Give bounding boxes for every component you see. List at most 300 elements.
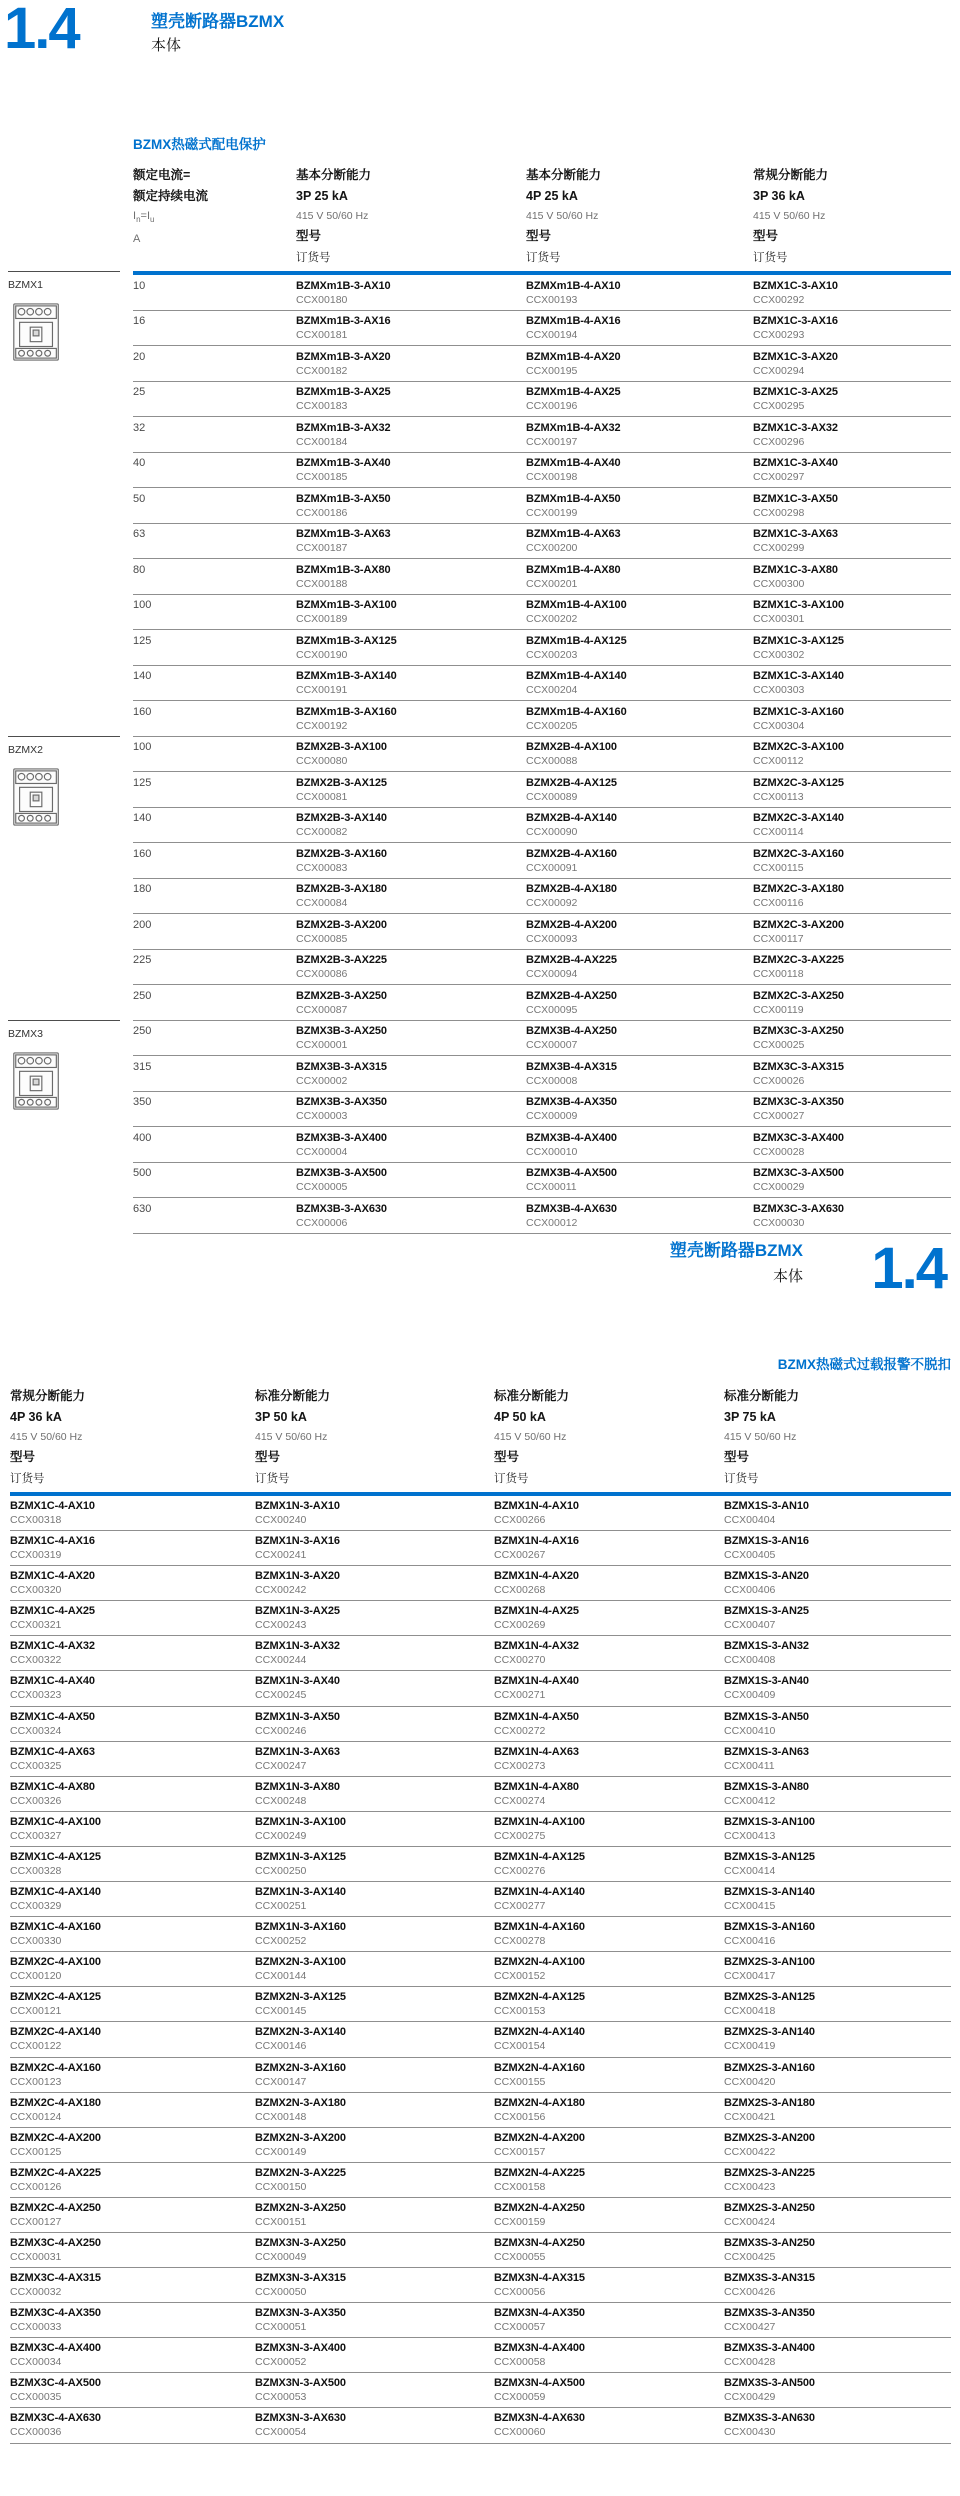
model-number: BZMX1C-4-AX125 xyxy=(10,1850,101,1863)
table-row xyxy=(133,737,951,773)
model-number: BZMX1C-4-AX160 xyxy=(10,1921,101,1934)
model-number: BZMX2B-3-AX140 xyxy=(296,812,387,824)
product-cell xyxy=(753,705,951,736)
model-number: BZMX3B-4-AX630 xyxy=(526,1202,617,1215)
rated-current-value: 16 xyxy=(133,315,146,327)
model-number: BZMX3C-3-AX250 xyxy=(753,1025,844,1037)
model-number: BZMX3N-4-AX250 xyxy=(494,2236,585,2249)
table-row xyxy=(10,1496,951,1531)
order-number: CCX00204 xyxy=(526,684,578,696)
sidebar-rule xyxy=(8,271,120,272)
model-number: BZMX2B-4-AX225 xyxy=(526,954,617,966)
order-number: CCX00156 xyxy=(494,2110,546,2123)
model-number: BZMX2S-3-AN125 xyxy=(724,1991,815,2004)
in-iu-formula: $I_n=I_u$ xyxy=(133,210,155,225)
rated-current-value: 25 xyxy=(133,386,146,398)
order-number: CCX00410 xyxy=(724,1724,776,1737)
model-number: BZMXm1B-3-AX20 xyxy=(296,350,391,363)
order-number: CCX00011 xyxy=(526,1181,577,1193)
rated-current-value: 350 xyxy=(133,1096,152,1108)
model-number: BZMX1N-3-AX25 xyxy=(255,1605,340,1618)
model-number: BZMX3N-4-AX400 xyxy=(494,2342,585,2355)
model-number: BZMX1N-3-AX160 xyxy=(255,1921,346,1934)
product-cell xyxy=(724,2025,951,2056)
order-number: CCX00180 xyxy=(296,293,348,306)
order-number: CCX00034 xyxy=(10,2356,62,2369)
model-number: BZMX2N-4-AX160 xyxy=(494,2061,585,2074)
model-number: BZMX2N-4-AX200 xyxy=(494,2131,585,2144)
product-cell xyxy=(10,1885,255,1916)
model-number: BZMXm1B-3-AX80 xyxy=(296,563,391,576)
product-cell xyxy=(526,421,753,452)
model-number: BZMX1C-3-AX10 xyxy=(753,279,838,292)
order-number: CCX00086 xyxy=(296,968,348,980)
order-number: CCX00191 xyxy=(296,684,348,696)
model-number: BZMX1C-4-AX80 xyxy=(10,1780,95,1793)
order-number: CCX00429 xyxy=(724,2391,776,2404)
model-number: BZMX1N-4-AX63 xyxy=(494,1745,579,1758)
product-cell xyxy=(526,1024,753,1055)
order-number: CCX00112 xyxy=(753,755,804,767)
product-cell xyxy=(494,1815,724,1846)
model-number: BZMXm1B-4-AX20 xyxy=(526,350,621,363)
model-number: BZMX2S-3-AN140 xyxy=(724,2026,815,2039)
product-cell xyxy=(296,634,526,665)
model-number: BZMX2S-3-AN180 xyxy=(724,2096,815,2109)
product-cell xyxy=(296,350,526,381)
order-number: CCX00120 xyxy=(10,1970,62,1983)
order-number: CCX00329 xyxy=(10,1900,62,1913)
model-number: BZMX1C-3-AX160 xyxy=(753,705,844,718)
order-number: CCX00304 xyxy=(753,719,805,732)
order-number: CCX00277 xyxy=(494,1900,546,1913)
model-number: BZMX3S-3-AN250 xyxy=(724,2236,815,2249)
order-number: CCX00146 xyxy=(255,2040,307,2053)
order-number: CCX00035 xyxy=(10,2391,62,2404)
product-cell xyxy=(526,314,753,345)
product-cell xyxy=(753,421,951,452)
order-number: CCX00153 xyxy=(494,2005,546,2018)
order-number: CCX00250 xyxy=(255,1864,307,1877)
sidebar-group-label: BZMX3 xyxy=(8,1028,44,1040)
model-number: BZMX1N-4-AX140 xyxy=(494,1886,585,1899)
table-row xyxy=(133,950,951,986)
model-number: BZMX1C-3-AX40 xyxy=(753,457,838,469)
product-cell xyxy=(724,1534,951,1565)
product-cell xyxy=(526,634,753,665)
product-cell xyxy=(494,1780,724,1811)
product-cell xyxy=(10,2025,255,2056)
order-number: CCX00414 xyxy=(724,1864,776,1877)
order-number: CCX00026 xyxy=(753,1074,805,1087)
product-cell xyxy=(255,1639,494,1670)
order-number: CCX00028 xyxy=(753,1145,805,1158)
product-cell xyxy=(526,1166,753,1197)
model-number: BZMX2N-4-AX140 xyxy=(494,2026,585,2039)
model-number: BZMXm1B-4-AX125 xyxy=(526,634,627,647)
product-cell xyxy=(753,918,951,949)
product-cell xyxy=(494,2166,724,2197)
product-cell xyxy=(526,1131,753,1162)
order-number: CCX00328 xyxy=(10,1864,62,1877)
table-row xyxy=(133,275,951,311)
sidebar-group-label: BZMX1 xyxy=(8,279,44,291)
product-cell xyxy=(494,1920,724,1951)
order-number: CCX00124 xyxy=(10,2110,62,2123)
table-row xyxy=(133,1021,951,1057)
order-number: CCX00247 xyxy=(255,1759,307,1772)
product-cell xyxy=(296,421,526,452)
product-cell xyxy=(296,1166,526,1197)
product-cell xyxy=(724,2236,951,2267)
product-cell xyxy=(724,2341,951,2372)
product-cell xyxy=(724,1815,951,1846)
order-number: CCX00154 xyxy=(494,2040,546,2053)
product-cell xyxy=(724,2096,951,2127)
model-number: BZMX2C-3-AX250 xyxy=(753,989,844,1002)
sidebar-group-label: BZMX2 xyxy=(8,744,44,756)
order-number: CCX00032 xyxy=(10,2286,62,2299)
table-header-row xyxy=(133,165,951,269)
model-number: BZMX1N-3-AX100 xyxy=(255,1815,346,1828)
rated-current-value: 200 xyxy=(133,918,152,931)
product-cell xyxy=(753,598,951,629)
product-cell xyxy=(753,847,951,878)
product-cell xyxy=(526,598,753,629)
model-number: BZMX3B-3-AX500 xyxy=(296,1167,387,1179)
order-number: CCX00416 xyxy=(724,1935,776,1948)
product-cell xyxy=(753,989,951,1020)
product-cell xyxy=(296,279,526,310)
product-cell xyxy=(255,2201,494,2232)
order-column-label: 订货号 xyxy=(724,1473,759,1485)
order-number: CCX00419 xyxy=(724,2040,776,2053)
order-number: CCX00408 xyxy=(724,1654,776,1667)
model-column-label: 型号 xyxy=(10,1450,36,1464)
model-number: BZMX1C-3-AX140 xyxy=(753,670,844,682)
product-cell xyxy=(255,1955,494,1986)
product-cell xyxy=(526,847,753,878)
table-row xyxy=(10,1531,951,1566)
order-number: CCX00205 xyxy=(526,719,578,732)
product-cell xyxy=(526,1202,753,1233)
model-number: BZMX3B-3-AX350 xyxy=(296,1096,387,1108)
product-cell xyxy=(526,385,753,416)
order-number: CCX00123 xyxy=(10,2075,62,2088)
product-cell xyxy=(10,2166,255,2197)
model-number: BZMX2B-4-AX250 xyxy=(526,989,617,1002)
model-number: BZMX2C-4-AX140 xyxy=(10,2026,101,2039)
product-cell xyxy=(10,1745,255,1776)
section-number: 1.4 xyxy=(871,1236,946,1301)
model-number: BZMX1S-3-AN63 xyxy=(724,1745,809,1758)
model-number: BZMXm1B-4-AX80 xyxy=(526,563,621,576)
model-number: BZMX1N-3-AX63 xyxy=(255,1745,340,1758)
table-row xyxy=(10,2128,951,2163)
product-cell xyxy=(10,2411,255,2442)
model-number: BZMX3C-4-AX400 xyxy=(10,2342,101,2355)
order-number: CCX00294 xyxy=(753,364,805,377)
order-number: CCX00199 xyxy=(526,506,578,519)
product-cell xyxy=(753,740,951,771)
product-cell xyxy=(753,456,951,487)
product-cell xyxy=(255,2025,494,2056)
table-heading: BZMX热磁式配电保护 xyxy=(133,137,266,152)
product-cell xyxy=(724,1710,951,1741)
product-cell xyxy=(526,705,753,736)
table-row xyxy=(133,666,951,702)
order-number: CCX00059 xyxy=(494,2391,546,2404)
table-row xyxy=(10,1917,951,1952)
table-heading: BZMX热磁式过载报警不脱扣 xyxy=(777,1357,951,1372)
order-number: CCX00150 xyxy=(255,2180,307,2193)
breaking-capacity-label: 标准分断能力 xyxy=(494,1389,570,1403)
model-number: BZMXm1B-3-AX63 xyxy=(296,528,391,540)
order-number: CCX00182 xyxy=(296,364,348,377)
product-cell xyxy=(296,989,526,1020)
table-row xyxy=(10,1601,951,1636)
product-cell xyxy=(494,1850,724,1881)
model-number: BZMX3S-3-AN315 xyxy=(724,2272,815,2285)
model-number: BZMX2B-3-AX200 xyxy=(296,918,387,931)
order-number: CCX00030 xyxy=(753,1216,805,1229)
model-number: BZMX1S-3-AN50 xyxy=(724,1710,809,1723)
model-number: BZMX1C-3-AX63 xyxy=(753,528,838,540)
model-number: BZMX2N-3-AX200 xyxy=(255,2131,346,2144)
order-number: CCX00417 xyxy=(724,1970,776,1983)
model-number: BZMXm1B-4-AX140 xyxy=(526,670,627,682)
product-cell xyxy=(753,492,951,523)
breaking-capacity-label: 标准分断能力 xyxy=(255,1389,331,1403)
order-number: CCX00009 xyxy=(526,1110,578,1122)
product-cell xyxy=(494,1639,724,1670)
product-cell xyxy=(255,1674,494,1705)
product-cell xyxy=(10,1674,255,1705)
product-cell xyxy=(494,2341,724,2372)
product-cell xyxy=(10,1569,255,1600)
product-cell xyxy=(494,2201,724,2232)
order-number: CCX00053 xyxy=(255,2391,307,2404)
order-number: CCX00080 xyxy=(296,755,348,767)
product-cell xyxy=(296,385,526,416)
product-cell xyxy=(10,1990,255,2021)
product-cell xyxy=(724,1639,951,1670)
page-title: 塑壳断路器BZMX xyxy=(151,12,285,31)
model-number: BZMX1S-3-AN25 xyxy=(724,1605,809,1618)
order-number: CCX00006 xyxy=(296,1216,348,1229)
voltage-frequency-label: 415 V 50/60 Hz xyxy=(724,1431,797,1443)
model-number: BZMX1N-4-AX20 xyxy=(494,1570,579,1583)
order-number: CCX00303 xyxy=(753,684,805,696)
order-number: CCX00081 xyxy=(296,790,348,803)
product-cell xyxy=(753,1131,951,1162)
order-number: CCX00185 xyxy=(296,471,348,483)
sidebar-group-bzmx2 xyxy=(8,736,128,829)
rated-current-value: 160 xyxy=(133,705,152,718)
product-cell xyxy=(10,2096,255,2127)
section-number: 1.4 xyxy=(4,0,79,61)
breaker-illustration xyxy=(8,765,66,829)
model-number: BZMXm1B-4-AX16 xyxy=(526,315,621,327)
rated-current-value: 400 xyxy=(133,1131,152,1144)
model-number: BZMX1C-3-AX25 xyxy=(753,386,838,398)
product-cell xyxy=(296,1095,526,1126)
breaking-capacity-label: 标准分断能力 xyxy=(724,1389,800,1403)
order-number: CCX00200 xyxy=(526,542,578,554)
voltage-frequency-label: 415 V 50/60 Hz xyxy=(753,210,826,222)
product-cell xyxy=(296,953,526,984)
order-column-label: 订货号 xyxy=(255,1473,290,1485)
product-cell xyxy=(296,492,526,523)
model-number: BZMX1C-3-AX50 xyxy=(753,492,838,505)
table-row xyxy=(10,2233,951,2268)
page-subtitle: 本体 xyxy=(151,37,182,54)
order-number: CCX00127 xyxy=(10,2215,62,2228)
model-number: BZMX2N-4-AX225 xyxy=(494,2166,585,2179)
order-number: CCX00276 xyxy=(494,1864,546,1877)
order-number: CCX00188 xyxy=(296,577,348,590)
order-column-label: 订货号 xyxy=(526,252,561,264)
model-number: BZMX1N-4-AX160 xyxy=(494,1921,585,1934)
product-cell xyxy=(296,1202,526,1233)
breaker-illustration xyxy=(8,300,66,364)
product-cell xyxy=(10,2061,255,2092)
order-number: CCX00144 xyxy=(255,1970,307,1983)
model-number: BZMX2B-3-AX250 xyxy=(296,989,387,1002)
order-number: CCX00292 xyxy=(753,293,805,306)
order-number: CCX00267 xyxy=(494,1549,546,1562)
model-number: BZMX3S-3-AN400 xyxy=(724,2342,815,2355)
product-cell xyxy=(255,2061,494,2092)
product-cell xyxy=(724,2306,951,2337)
product-cell xyxy=(724,2201,951,2232)
rated-current-value: 250 xyxy=(133,1025,152,1037)
rated-current-value: 225 xyxy=(133,954,152,966)
order-number: CCX00415 xyxy=(724,1900,776,1913)
order-number: CCX00301 xyxy=(753,613,805,625)
model-number: BZMX1S-3-AN80 xyxy=(724,1780,809,1793)
order-number: CCX00198 xyxy=(526,471,578,483)
product-cell xyxy=(10,2201,255,2232)
rated-current-value: 20 xyxy=(133,350,146,363)
rated-current-value: 315 xyxy=(133,1060,152,1073)
model-number: BZMX1C-4-AX140 xyxy=(10,1886,101,1899)
order-number: CCX00197 xyxy=(526,435,578,448)
table-overload-alarm xyxy=(10,1356,951,2444)
rated-current-header xyxy=(133,165,296,269)
order-number: CCX00299 xyxy=(753,542,805,554)
model-number: BZMX3C-3-AX315 xyxy=(753,1060,844,1073)
model-number: BZMX1N-4-AX32 xyxy=(494,1640,579,1653)
model-number: BZMX1C-4-AX50 xyxy=(10,1710,95,1723)
order-number: CCX00087 xyxy=(296,1003,348,1016)
order-number: CCX00421 xyxy=(724,2110,776,2123)
rated-current-value: 63 xyxy=(133,528,146,540)
product-cell xyxy=(494,1745,724,1776)
order-number: CCX00407 xyxy=(724,1619,776,1632)
model-number: BZMX2C-3-AX160 xyxy=(753,847,844,860)
order-number: CCX00159 xyxy=(494,2215,546,2228)
product-cell xyxy=(10,2376,255,2407)
model-number: BZMX1N-4-AX10 xyxy=(494,1500,579,1512)
product-cell xyxy=(296,598,526,629)
order-number: CCX00054 xyxy=(255,2426,307,2439)
product-cell xyxy=(255,1499,494,1530)
model-number: BZMX2N-4-AX125 xyxy=(494,1991,585,2004)
model-number: BZMX2C-4-AX180 xyxy=(10,2096,101,2109)
model-number: BZMX2N-3-AX125 xyxy=(255,1991,346,2004)
order-number: CCX00195 xyxy=(526,364,578,377)
model-number: BZMXm1B-4-AX40 xyxy=(526,457,621,469)
pole-rating-label: 4P 36 kA xyxy=(10,1410,62,1424)
product-cell xyxy=(724,2376,951,2407)
table-body xyxy=(133,275,951,1234)
table-row xyxy=(133,772,951,808)
product-cell xyxy=(526,563,753,594)
product-cell xyxy=(255,1780,494,1811)
product-cell xyxy=(494,2236,724,2267)
product-cell xyxy=(255,2096,494,2127)
order-number: CCX00010 xyxy=(526,1145,578,1158)
model-number: BZMX1C-4-AX25 xyxy=(10,1605,95,1618)
order-number: CCX00249 xyxy=(255,1829,307,1842)
order-number: CCX00428 xyxy=(724,2356,776,2369)
product-cell xyxy=(494,1885,724,1916)
order-number: CCX00052 xyxy=(255,2356,307,2369)
breaking-capacity-label: 常规分断能力 xyxy=(10,1389,86,1403)
sidebar-group-bzmx1 xyxy=(8,271,128,364)
order-number: CCX00036 xyxy=(10,2426,62,2439)
order-number: CCX00083 xyxy=(296,861,348,874)
order-number: CCX00293 xyxy=(753,329,805,341)
model-number: BZMXm1B-3-AX125 xyxy=(296,634,397,647)
table-row xyxy=(133,453,951,489)
model-number: BZMX2S-3-AN225 xyxy=(724,2166,815,2179)
model-number: BZMX1C-4-AX40 xyxy=(10,1675,95,1688)
order-number: CCX00012 xyxy=(526,1216,578,1229)
order-number: CCX00114 xyxy=(753,826,804,838)
product-cell xyxy=(10,1604,255,1635)
product-cell xyxy=(724,2271,951,2302)
product-cell xyxy=(724,1955,951,1986)
order-number: CCX00425 xyxy=(724,2250,776,2263)
rated-current-value: 630 xyxy=(133,1202,152,1215)
model-number: BZMX1C-3-AX32 xyxy=(753,421,838,434)
order-number: CCX00245 xyxy=(255,1689,307,1702)
model-number: BZMX3C-4-AX630 xyxy=(10,2412,101,2425)
order-number: CCX00189 xyxy=(296,613,348,625)
product-cell xyxy=(526,740,753,771)
model-number: BZMX2C-3-AX140 xyxy=(753,812,844,824)
product-cell xyxy=(724,2166,951,2197)
model-number: BZMX1N-3-AX140 xyxy=(255,1886,346,1899)
order-number: CCX00411 xyxy=(724,1759,775,1772)
table-row xyxy=(10,1636,951,1671)
product-cell xyxy=(753,1060,951,1091)
table-row xyxy=(10,1707,951,1742)
product-cell xyxy=(753,563,951,594)
model-number: BZMX2S-3-AN160 xyxy=(724,2061,815,2074)
model-number: BZMX3B-4-AX250 xyxy=(526,1025,617,1037)
model-number: BZMXm1B-4-AX160 xyxy=(526,705,627,718)
model-number: BZMXm1B-3-AX16 xyxy=(296,315,391,327)
order-number: CCX00029 xyxy=(753,1181,805,1193)
order-number: CCX00094 xyxy=(526,968,578,980)
table-row xyxy=(133,382,951,418)
table-row xyxy=(133,808,951,844)
model-number: BZMX1N-3-AX32 xyxy=(255,1640,340,1653)
product-cell xyxy=(10,2341,255,2372)
